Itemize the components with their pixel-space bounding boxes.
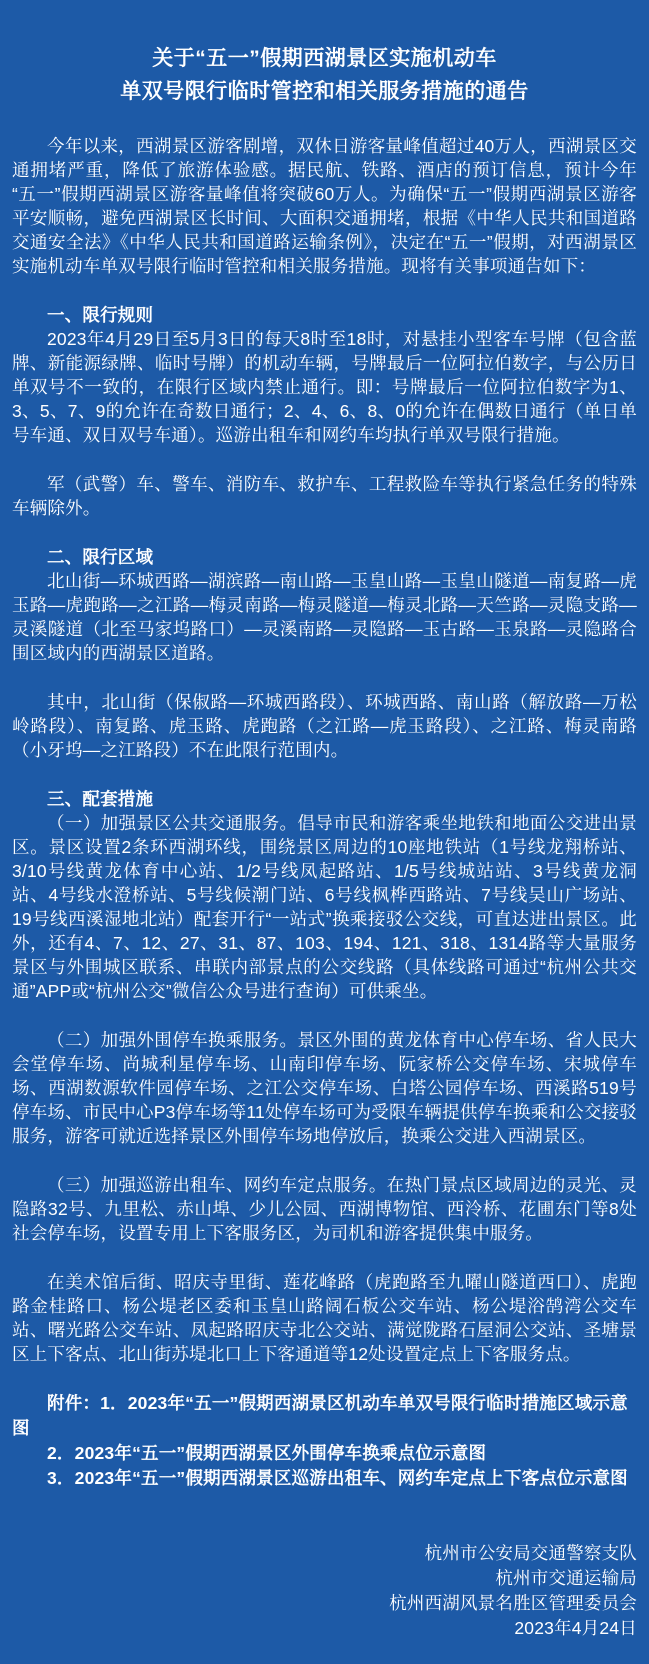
restriction-rules-paragraph-2: 军（武警）车、警车、消防车、救护车、工程救险车等执行紧急任务的特殊车辆除外。: [12, 474, 637, 518]
section-supporting-measures: [12, 787, 637, 1366]
attachment-line-2: 2．2023年“五一”假期西湖景区外围停车换乘点位示意图: [47, 1443, 487, 1463]
signature-issuer-2: 杭州市交通运输局: [495, 1568, 637, 1588]
signature-issuer-1: 杭州市公安局交通警察支队: [424, 1543, 637, 1563]
section-restriction-area: [12, 545, 637, 762]
section-supporting-measures-heading: 三、配套措施: [47, 789, 154, 809]
supporting-measures-paragraph-2: （二）加强外围停车换乘服务。景区外围的黄龙体育中心停车场、省人民大会堂停车场、尚城利星停车场、山南印停车场、阮家桥公交停车场、宋城停车场、西湖数源软件园停车场、之江公交停车场、白塔公园停车场、西溪路519号停车场、市民中心P3停车场等11处停车场可为受限车辆提供停车换乘和公交接驳服务，游客可就近选择景区外围停车场地停放后，换乘公交进入西湖景区。: [12, 1030, 637, 1146]
restriction-rules-paragraph-1: 2023年4月29日至5月3日的每天8时至18时，对悬挂小型客车号牌（包含蓝牌、新能源绿牌、临时号牌）的机动车辆，号牌最后一位阿拉伯数字，与公历日单双号不一致的，在限行区域内禁止通行。即：号牌最后一位阿拉伯数字为1、3、5、7、9的允许在奇数日通行；2、4、6、8、0的允许在偶数日通行（单日单号车通、双日双号车通）。巡游出租车和网约车均执行单双号限行措施。: [12, 329, 637, 445]
notice-title-line-1: 关于“五一”假期西湖景区实施机动车: [152, 47, 497, 70]
restriction-area-paragraph-2: 其中，北山街（保俶路—环城西路段）、环城西路、南山路（解放路—万松岭路段）、南复路、虎玉路、虎跑路（之江路—虎玉路段）、之江路、梅灵南路（小牙坞—之江路段）不在此限行范围内。: [12, 692, 637, 760]
attachments-block: [12, 1391, 637, 1491]
signature-date: 2023年4月24日: [514, 1618, 637, 1638]
intro-paragraph: 今年以来，西湖景区游客剧增，双休日游客量峰值超过40万人，西湖景区交通拥堵严重，降低了旅游体验感。据民航、铁路、酒店的预订信息，预计今年“五一”假期西湖景区游客量峰值将突破60万人。为确保“五一”假期西湖景区游客平安顺畅，避免西湖景区长时间、大面积交通拥堵，根据《中华人民共和国道路交通安全法》《中华人民共和国道路运输条例》，决定在“五一”假期，对西湖景区实施机动车单双号限行临时管控和相关服务措施。现将有关事项通告如下：: [12, 136, 637, 276]
attachment-line-1: 附件：1．2023年“五一”假期西湖景区机动车单双号限行临时措施区域示意图: [12, 1393, 628, 1438]
supporting-measures-paragraph-4: 在美术馆后街、昭庆寺里街、莲花峰路（虎跑路至九曜山隧道西口）、虎跑路金桂路口、杨公堤老区委和玉皇山路阔石板公交车站、杨公堤浴鹄湾公交车站、曙光路公交车站、凤起路昭庆寺北公交站、满觉陇路石屋洞公交站、圣塘景区上下客点、北山街苏堤北口上下客通道等12处设置定点上下客服务点。: [12, 1272, 637, 1364]
notice-title: [12, 42, 637, 108]
section-restriction-area-heading: 二、限行区域: [47, 547, 154, 567]
supporting-measures-paragraph-1: （一）加强景区公共交通服务。倡导市民和游客乘坐地铁和地面公交进出景区。景区设置2条环西湖环线，围绕景区周边的10座地铁站（1号线龙翔桥站、3/10号线黄龙体育中心站、1/2号线凤起路站、1/5号线城站站、3号线黄龙洞站、4号线水澄桥站、5号线候潮门站、6号线枫桦西路站、7号线吴山广场站、19号线西溪湿地北站）配套开行“一站式”换乘接驳公交线，可直达进出景区。此外，还有4、7、12、27、31、87、103、194、121、318、1314路等大量服务景区与外围城区联系、串联内部景点的公交线路（具体线路可通过“杭州公共交通”APP或“杭州公交”微信公众号进行查询）可供乘坐。: [12, 813, 637, 1001]
supporting-measures-paragraph-3: （三）加强巡游出租车、网约车定点服务。在热门景点区域周边的灵光、灵隐路32号、九里松、赤山埠、少儿公园、西湖博物馆、西泠桥、花圃东门等8处社会停车场，设置专用上下客服务区，为司机和游客提供集中服务。: [12, 1175, 637, 1243]
section-restriction-rules-heading: 一、限行规则: [47, 305, 154, 325]
attachment-line-3: 3．2023年“五一”假期西湖景区巡游出租车、网约车定点上下客点位示意图: [47, 1468, 628, 1488]
signature-block: [12, 1541, 637, 1641]
section-restriction-rules: [12, 303, 637, 520]
restriction-area-paragraph-1: 北山街—环城西路—湖滨路—南山路—玉皇山路—玉皇山隧道—南复路—虎玉路—虎跑路—之江路—梅灵南路—梅灵隧道—梅灵北路—天竺路—灵隐支路—灵溪隧道（北至马家坞路口）—灵溪南路—灵隐路—玉古路—玉泉路—灵隐路合围区域内的西湖景区道路。: [12, 571, 637, 663]
notice-title-line-2: 单双号限行临时管控和相关服务措施的通告: [120, 80, 529, 103]
signature-issuer-3: 杭州西湖风景名胜区管理委员会: [389, 1593, 637, 1613]
